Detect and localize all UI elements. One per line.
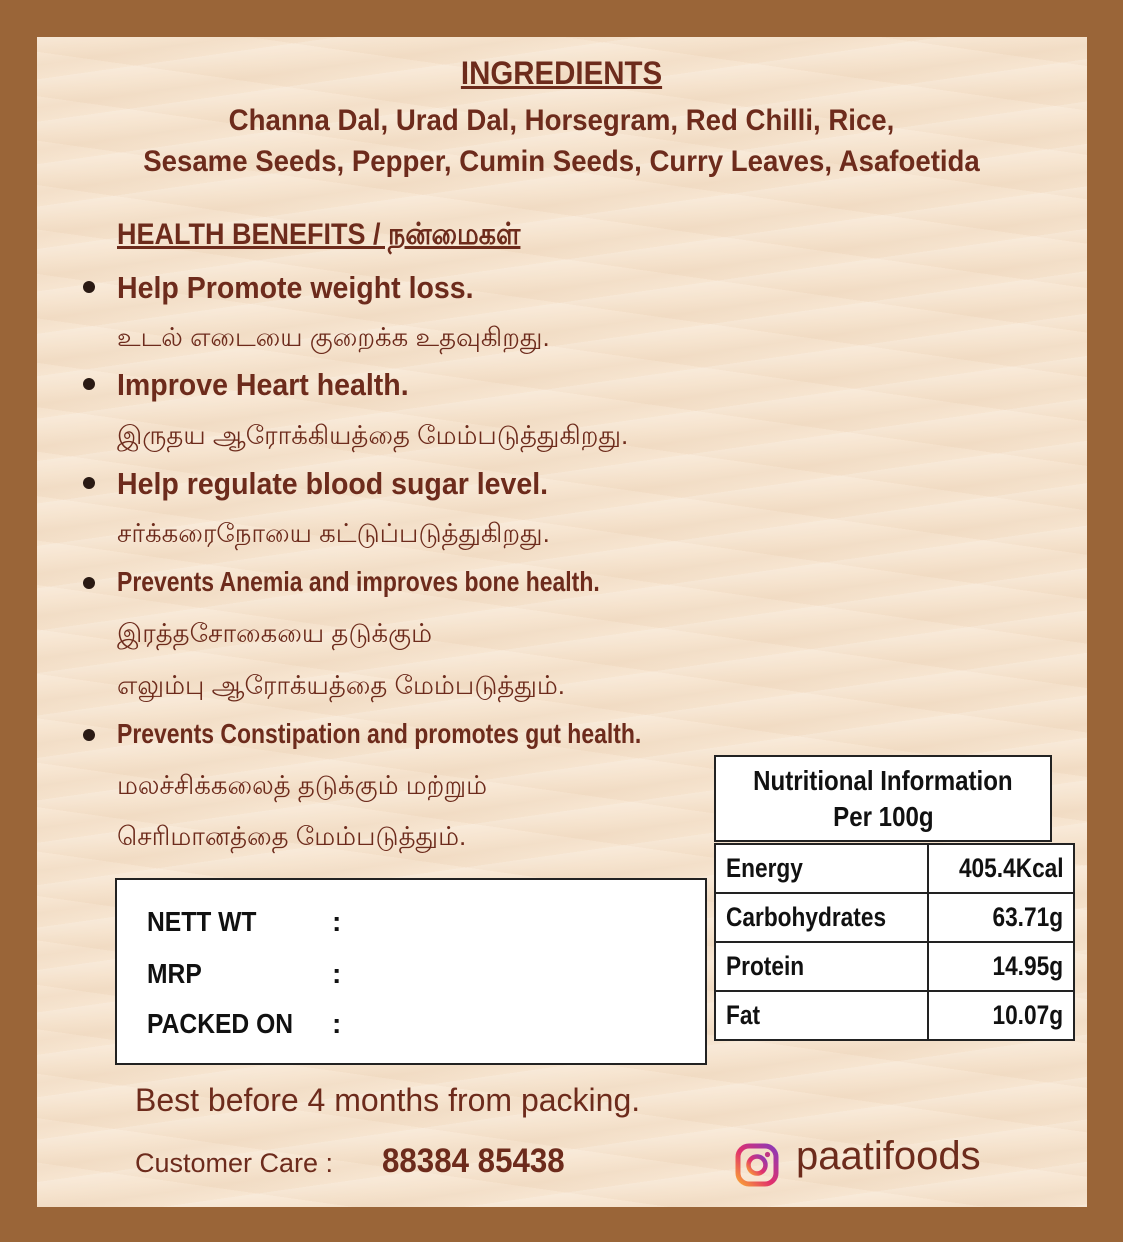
benefit-4-tamil-1: இரத்தசோகையை தடுக்கும்	[117, 618, 433, 648]
packing-info-box	[115, 878, 707, 1065]
benefit-3-tamil: சர்க்கரைநோயை கட்டுப்படுத்துகிறது.	[117, 518, 550, 548]
nutrient-value: 14.95g	[992, 951, 1064, 981]
benefit-5-tamil-2: செரிமானத்தை மேம்படுத்தும்.	[117, 821, 467, 851]
nutrition-table	[714, 843, 1075, 1041]
packed-on-colon: :	[332, 1008, 342, 1039]
nutrition-subtitle: Per 100g	[832, 801, 934, 832]
health-benefits-title: HEALTH BENEFITS / நன்மைகள்	[117, 218, 521, 251]
nutrition-title: Nutritional Information	[753, 765, 1013, 796]
nutrient-value: 10.07g	[992, 1000, 1064, 1030]
benefit-3-english: Help regulate blood sugar level.	[117, 466, 549, 501]
nutrient-label: Fat	[726, 1000, 761, 1030]
ingredients-line-1: Channa Dal, Urad Dal, Horsegram, Red Chilli, Rice,	[228, 104, 895, 137]
table-row	[715, 991, 1074, 1040]
bullet-icon	[83, 378, 95, 390]
packed-on-label: PACKED ON	[147, 1008, 294, 1039]
table-row	[715, 844, 1074, 893]
benefit-4-english: Prevents Anemia and improves bone health.	[117, 566, 600, 597]
nutrient-value: 405.4Kcal	[958, 853, 1064, 883]
benefit-5-english: Prevents Constipation and promotes gut health.	[117, 718, 642, 749]
instagram-handle[interactable]: paatifoods	[796, 1134, 981, 1178]
nutrition-header	[714, 755, 1052, 842]
mrp-label: MRP	[147, 958, 202, 989]
customer-care-number[interactable]: 88384 85438	[382, 1142, 565, 1180]
benefit-4-tamil-2: எலும்பு ஆரோக்யத்தை மேம்படுத்தும்.	[117, 670, 566, 700]
benefit-2-tamil: இருதய ஆரோக்கியத்தை மேம்படுத்துகிறது.	[117, 420, 629, 450]
benefit-1-english: Help Promote weight loss.	[117, 270, 474, 305]
ingredients-line-2: Sesame Seeds, Pepper, Cumin Seeds, Curry Leaves, Asafoetida	[143, 145, 980, 178]
benefit-1-tamil: உடல் எடையை குறைக்க உதவுகிறது.	[117, 322, 550, 352]
best-before-text: Best before 4 months from packing.	[135, 1082, 641, 1118]
nett-weight-colon: :	[332, 906, 342, 937]
instagram-icon[interactable]	[735, 1143, 779, 1187]
mrp-colon: :	[332, 958, 342, 989]
nett-weight-label: NETT WT	[147, 906, 257, 937]
benefit-2-english: Improve Heart health.	[117, 367, 409, 402]
customer-care-label: Customer Care :	[135, 1148, 334, 1178]
table-row	[715, 942, 1074, 991]
benefit-5-tamil-1: மலச்சிக்கலைத் தடுக்கும் மற்றும்	[117, 770, 488, 800]
nutrient-label: Carbohydrates	[726, 902, 887, 932]
table-row	[715, 893, 1074, 942]
nutrient-value: 63.71g	[992, 902, 1064, 932]
bullet-icon	[83, 477, 95, 489]
bullet-icon	[83, 281, 95, 293]
nutrient-label: Energy	[726, 853, 803, 883]
nutrient-label: Protein	[726, 951, 805, 981]
bullet-icon	[83, 729, 95, 741]
ingredients-title: INGREDIENTS	[460, 55, 663, 91]
bullet-icon	[83, 577, 95, 589]
